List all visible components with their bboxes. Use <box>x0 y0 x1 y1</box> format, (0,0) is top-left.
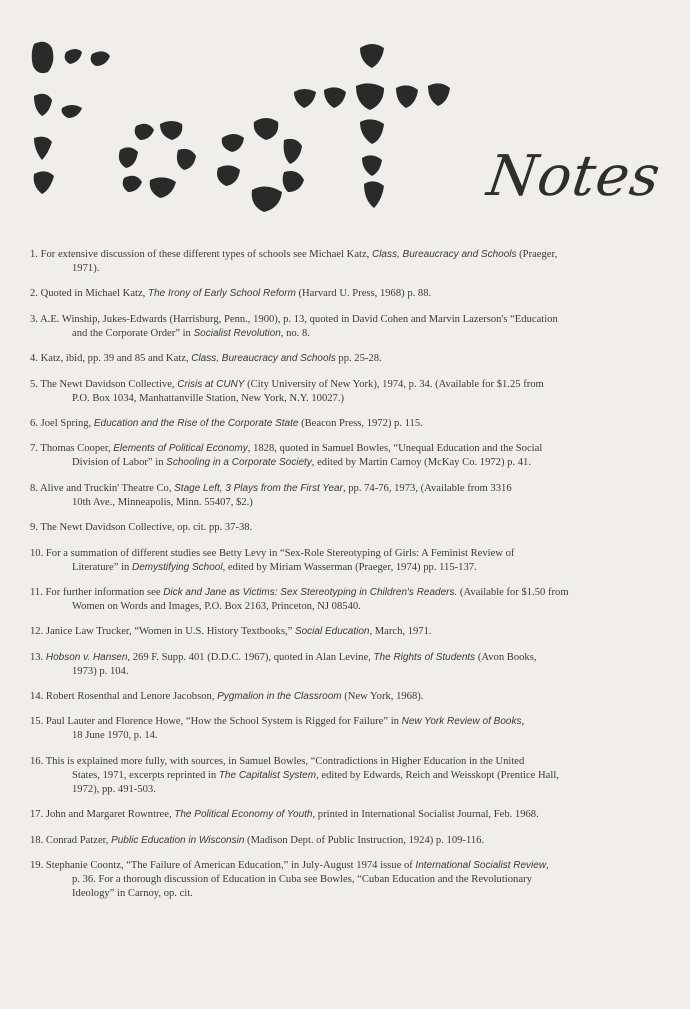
footnote-text: The Newt Davidson Collective, <box>40 378 178 390</box>
footnote-text: , 1828, quoted in Samuel Bowles, “Unequal Education and the Social <box>247 443 543 455</box>
footnote-text: , edited by Miriam Wasserman (Praeger, 1974) pp. 115-137. <box>222 561 477 573</box>
footnote-item <box>30 625 650 639</box>
blob-mark <box>428 83 450 106</box>
footnote-text: pp. 25-28. <box>335 353 382 365</box>
footnote-line <box>40 314 558 325</box>
footnote-title-italic: International Socialist Review <box>415 860 547 872</box>
footnote-text: Joel Spring, <box>40 417 94 429</box>
footnote-title-italic: Pygmalion in the Classroom <box>217 691 342 703</box>
footnote-item <box>30 482 650 510</box>
footnote-item <box>30 755 650 797</box>
footnote-number: 11. <box>30 586 46 598</box>
blob-mark <box>123 176 142 192</box>
footnote-text: States, 1971, excerpts reprinted in <box>72 769 219 781</box>
footnote-text: , <box>521 716 525 728</box>
footnote-line <box>46 756 525 767</box>
footnote-number: 3. <box>30 313 41 325</box>
footnote-title-italic: Socialist Revolution <box>193 327 281 339</box>
footnote-text: p. 36. For a thorough discussion of Education in Cuba see Bowles, “Cuban Education and the Revolutionary <box>72 874 532 886</box>
footnote-text: Paul Lauter and Florence Howe, “How the School System is Rigged for Failure” in <box>45 716 402 728</box>
footnote-number: 9. <box>30 522 41 534</box>
footnote-text: Stephanie Coontz, “The Failure of American Education,” in July-August 1974 issue of <box>45 860 416 872</box>
footnote-number: 4. <box>30 353 41 365</box>
blob-mark <box>362 155 382 176</box>
blob-mark <box>360 44 384 68</box>
footnote-item <box>30 287 650 301</box>
footnote-text: John and Margaret Rowntree, <box>45 809 175 821</box>
footnote-title-italic: The Capitalist System <box>218 769 317 781</box>
footnote-number: 14. <box>30 691 46 703</box>
footnote-title-italic: The Irony of Early School Reform <box>147 288 296 300</box>
footnote-title-italic: Education and the Rise of the Corporate State <box>93 417 299 429</box>
footnote-text: , 269 F. Supp. 401 (D.D.C. 1967), quoted in Alan Levine, <box>127 651 374 663</box>
footnote-text: This is explained more fully, with sources, in Samuel Bowles, “Contradictions in Higher Education in the United <box>45 755 525 767</box>
footnote-title-italic: New York Review of Books <box>401 716 522 728</box>
footnote-item <box>30 808 650 822</box>
blob-mark <box>135 124 154 140</box>
blob-mark <box>252 186 282 212</box>
footnote-text: , <box>546 860 549 872</box>
footnote-number: 6. <box>30 417 41 429</box>
footnote-item <box>30 859 650 901</box>
footnote-text: 10th Ave., Minneapolis, Minn. 55407, $2.) <box>72 496 253 508</box>
footnote-line <box>45 262 650 276</box>
footnote-number: 7. <box>30 443 41 455</box>
footnote-text: (Beacon Press, 1972) p. 115. <box>298 417 423 429</box>
footnote-line <box>40 522 252 533</box>
footnote-text: Ideology” in Carnoy, op. cit. <box>72 888 193 900</box>
footnote-number: 1. <box>30 249 41 260</box>
footnote-text: Conrad Patzer, <box>45 834 112 846</box>
footnote-line <box>45 665 650 679</box>
footnote-line <box>41 249 558 260</box>
footnote-text: The Newt Davidson Collective, op. cit. pp. 37-38. <box>40 522 253 534</box>
blob-mark <box>65 49 82 64</box>
footnote-line <box>46 860 549 871</box>
footnote-line <box>45 783 650 797</box>
footnote-title-italic: The Rights of Students <box>373 651 476 663</box>
footnote-line <box>46 809 539 820</box>
footnote-text: (Harvard U. Press, 1968) p. 88. <box>295 288 432 300</box>
footnote-list <box>30 248 650 912</box>
footnote-text: Thomas Cooper, <box>40 443 114 455</box>
footnote-title-italic: The Political Economy of Youth <box>174 809 313 821</box>
blob-mark <box>360 119 384 144</box>
footnote-title-italic: Public Education in Wisconsin <box>111 834 245 846</box>
footnote-title-italic: Demystifying School <box>132 561 223 573</box>
footnote-line <box>46 691 424 702</box>
footnote-item <box>30 313 650 341</box>
footnote-item <box>30 378 650 406</box>
footnote-text: Alive and Truckin' Theatre Co, <box>40 482 175 494</box>
blob-mark <box>34 94 52 116</box>
footnote-item <box>30 442 650 470</box>
footnote-item <box>30 834 650 848</box>
footnote-line <box>46 626 432 637</box>
footnote-line <box>45 456 650 470</box>
footnote-text: Division of Labor” in <box>72 457 167 469</box>
footnote-line <box>45 769 650 783</box>
footnote-line <box>45 600 650 614</box>
footnote-number: 10. <box>30 547 46 559</box>
footnote-item <box>30 521 650 535</box>
blob-mark <box>222 134 244 152</box>
footnote-text: 1972), pp. 491-503. <box>72 783 156 795</box>
footnote-line <box>45 561 650 575</box>
footnote-text: , no. 8. <box>280 327 310 339</box>
footnote-text: 1973) p. 104. <box>72 665 129 677</box>
footnote-number: 2. <box>30 288 41 300</box>
page-header <box>0 0 690 230</box>
blob-mark <box>396 85 418 108</box>
blob-mark <box>91 51 110 66</box>
footnote-text: For extensive discussion of these different types of schools see Michael Katz, <box>40 249 372 260</box>
footnote-item <box>30 248 650 276</box>
footnote-text: Women on Words and Images, P.O. Box 2163, Princeton, NJ 08540. <box>72 600 361 612</box>
footnote-line <box>46 716 524 727</box>
footnote-line <box>40 483 512 494</box>
footnote-text: , pp. 74-76, 1973, (Available from 3316 <box>342 482 512 494</box>
footnote-line <box>45 392 650 406</box>
blob-mark <box>62 105 82 118</box>
footnote-text: , March, 1971. <box>369 626 432 638</box>
blob-mark <box>150 177 176 198</box>
footnote-item <box>30 715 650 743</box>
blob-mark <box>356 83 384 110</box>
footnote-text: Quoted in Michael Katz, <box>40 288 148 300</box>
footnote-title-italic: Stage Left, 3 Plays from the First Year <box>174 482 343 494</box>
blob-mark <box>324 87 346 108</box>
blob-mark <box>364 181 384 208</box>
footnote-title-italic: Dick and Jane as Victims: Sex Stereotyping in Children's Readers. <box>163 586 458 598</box>
footnote-number: 5. <box>30 378 41 390</box>
footnote-title-italic: Hobson v. Hansen <box>45 651 128 663</box>
footnote-text: A.E. Winship, Jukes-Edwards (Harrisburg, Penn., 1900), p. 13, quoted in David Cohen and Marvin Lazerson's “Education <box>40 313 558 325</box>
footnote-line <box>41 418 423 429</box>
footnote-text: Literature” in <box>72 561 132 573</box>
blob-mark <box>34 171 54 194</box>
blob-mark <box>284 139 302 164</box>
footnote-number: 18. <box>30 834 46 846</box>
footnote-text: For a summation of different studies see Betty Levy in “Sex-Role Stereotyping of Girls: A Feminist Review of <box>45 547 515 559</box>
footnote-title-italic: Schooling in a Corporate Society <box>166 457 312 469</box>
footnote-text: (Madison Dept. of Public Instruction, 1924) p. 109-116. <box>244 834 485 846</box>
footnote-title-italic: Elements of Political Economy <box>113 443 248 455</box>
blob-mark <box>160 121 182 140</box>
footnote-text: (Available for $1.50 from <box>457 586 569 598</box>
footnote-line <box>45 873 650 887</box>
footnote-number: 13. <box>30 651 46 663</box>
blob-mark <box>254 118 279 140</box>
footnote-line <box>46 587 569 598</box>
footnote-text: , printed in International Socialist Journal, Feb. 1968. <box>312 809 539 821</box>
footnote-line <box>45 887 650 901</box>
footnote-text: (Praeger, <box>516 249 558 260</box>
footnote-text: Janice Law Trucker, “Women in U.S. History Textbooks,” <box>45 626 295 638</box>
blob-mark <box>217 165 240 186</box>
blob-mark <box>294 89 316 108</box>
footnote-number: 15. <box>30 716 46 728</box>
footnote-text: 1971). <box>72 263 100 274</box>
footnote-number: 19. <box>30 860 46 872</box>
footnote-line <box>45 327 650 341</box>
footnote-number: 16. <box>30 755 46 767</box>
footnote-number: 8. <box>30 482 41 494</box>
footnote-item <box>30 547 650 575</box>
blob-mark <box>177 149 196 170</box>
footnote-line <box>40 443 542 454</box>
footnote-text: For further information see <box>45 586 164 598</box>
footnote-text: P.O. Box 1034, Manhattanville Station, New York, N.Y. 10027.) <box>72 392 345 404</box>
footnote-text: and the Corporate Order” in <box>72 327 194 339</box>
footnote-line <box>40 379 543 390</box>
footnote-item <box>30 417 650 431</box>
footnote-text: , edited by Edwards, Reich and Weisskopt (Prentice Hall, <box>316 769 559 781</box>
footnote-text: (Avon Books, <box>475 651 537 663</box>
footnote-text: , edited by Martin Carnoy (McKay Co. 1972) p. 41. <box>311 457 531 469</box>
footnote-line <box>41 288 432 299</box>
footnote-line <box>41 353 382 364</box>
footnote-number: 17. <box>30 809 46 821</box>
footnote-line <box>45 496 650 510</box>
footnote-line <box>46 652 537 663</box>
footnote-line <box>46 835 484 846</box>
footnote-line <box>45 729 650 743</box>
footnote-text: Robert Rosenthal and Lenore Jacobson, <box>45 691 218 703</box>
footnote-text: 18 June 1970, p. 14. <box>72 730 158 742</box>
footnote-text: Katz, ibid, pp. 39 and 85 and Katz, <box>40 353 192 365</box>
footnote-item <box>30 690 650 704</box>
footnote-item <box>30 352 650 366</box>
blob-mark <box>283 171 304 192</box>
footnote-title-italic: Class, Bureaucracy and Schools <box>371 249 517 260</box>
footnote-text: (New York, 1968). <box>341 691 424 703</box>
blob-mark <box>119 147 138 168</box>
footnote-text: (City University of New York), 1974, p. 34. (Available for $1.25 from <box>244 378 544 390</box>
footnote-line <box>46 548 515 559</box>
footnote-item <box>30 586 650 614</box>
blob-mark <box>32 42 54 73</box>
footnote-number: 12. <box>30 626 46 638</box>
footnote-title-italic: Social Education <box>294 626 370 638</box>
footnote-title-italic: Class, Bureaucracy and Schools <box>191 353 336 365</box>
notes-title: Notes <box>483 144 665 209</box>
blob-mark <box>34 137 52 160</box>
footnote-item <box>30 651 650 679</box>
footnote-title-italic: Crisis at CUNY <box>177 378 245 390</box>
